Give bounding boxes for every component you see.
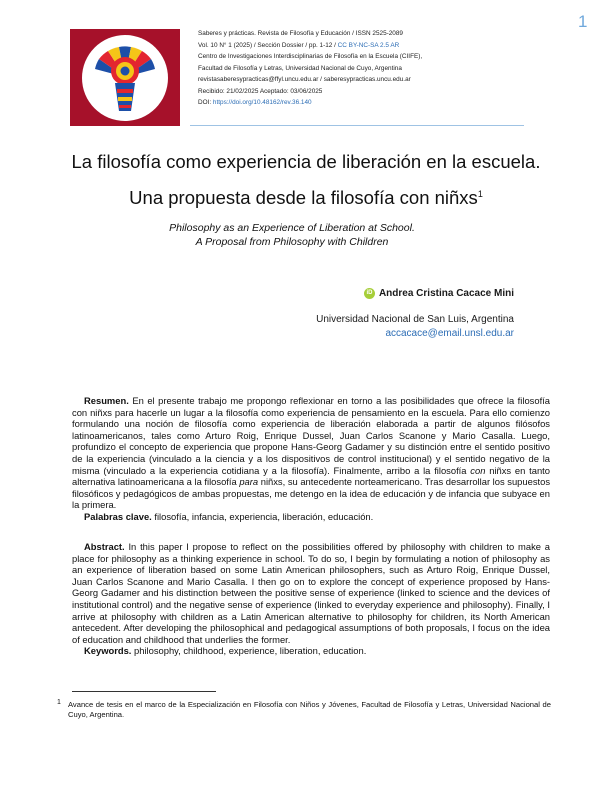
doi-link[interactable]: https://doi.org/10.48162/rev.36.140 (212, 99, 312, 106)
doi-label: DOI: (198, 99, 213, 106)
english-title-line-2: A Proposal from Philosophy with Children (195, 236, 389, 248)
journal-contact: revistasaberesypracticas@ffyl.uncu.edu.ar / saberesypracticas.uncu.edu.ar (198, 76, 411, 83)
journal-doi (198, 97, 422, 109)
author-email[interactable]: accacace@email.unsl.edu.ar (385, 328, 514, 339)
journal-volume (198, 40, 422, 52)
volume-text: Vol. 10 N° 1 (2025) / Sección Dossier / pp. 1-12 / (198, 41, 338, 49)
footnote (57, 700, 551, 721)
logo-emblem-icon (82, 35, 168, 121)
keywords-text: philosophy, childhood, experience, liberation, education. (131, 645, 367, 657)
resumen-italic-con: con (470, 464, 486, 476)
resumen-section (72, 395, 550, 523)
palabras-clave-label: Palabras clave. (84, 510, 152, 522)
author-name: Andrea Cristina Cacace Mini (378, 288, 514, 300)
keywords-label: Keywords. (84, 645, 132, 657)
english-title-line-1: Philosophy as an Experience of Liberation at School. (169, 222, 415, 234)
journal-name: Saberes y prácticas. Revista de Filosofía y Educación / ISSN 2525-2089 (198, 30, 403, 37)
keywords (72, 645, 550, 657)
resumen-italic-para: para (239, 476, 259, 488)
title-line-1: La filosofía como experiencia de liberación en la escuela. (71, 151, 541, 172)
author-name-row (340, 288, 514, 299)
license-link[interactable]: CC BY-NC-SA 2.5 AR (337, 41, 400, 49)
footnote-text: Avance de tesis en el marco de la Especialización en Filosofía con Niños y Jóvenes, Facultad de Filosofía y Letras, Universidad Nacional de Cuyo, Argentina. (68, 700, 551, 720)
abstract-section (72, 541, 550, 657)
resumen-label: Resumen. (84, 395, 129, 406)
header-divider (190, 125, 524, 126)
footnote-divider (72, 691, 216, 692)
resumen-text-a: En el presente trabajo me propongo reflexionar en torno a las posibilidades que ofrece la filosofía con niñxs para hacerle un lugar a la filosofía como experiencia de pensamiento en la escuela. Para ello comienzo formulando una noción de filosofía como experiencia de liberación elaborada a partir de algunos filósofos latinoamericanos, tales como Arturo Roig, Enrique Dussel, Juan Carlos Scanone y Mario Casalla. Luego, profundizo el concepto de experiencia que propone Hans-Georg Gadamer y su distinción entre el sentido positivo de la experiencia (vinculado a la ciencia y a los dispositivos de control institucional) y el sentido negativo de la misma (vinculado a la experiencia cotidiana y a la filosofía). Finalmente, arribo a la filosofía (72, 395, 550, 476)
english-title (0, 221, 584, 249)
abstract-label: Abstract. (84, 541, 125, 552)
journal-dates: Recibido: 21/02/2025 Aceptado: 03/06/2025 (198, 87, 323, 95)
orcid-icon[interactable]: iD (364, 288, 375, 299)
journal-center: Centro de Investigaciones Interdisciplinarias de Filosofía en la Escuela (CIIFE), (198, 53, 423, 60)
journal-metadata (198, 28, 422, 109)
journal-logo (82, 35, 168, 121)
palabras-clave (72, 511, 550, 523)
title-line-2-text: Una propuesta desde la filosofía con niñxs (129, 187, 478, 209)
title-line-2 (0, 178, 612, 214)
resumen-text-c: niñxs, su antecedente norteamericano. Tras desarrollar los supuestos filosóficos y pedagógicos de ambas propuestas, me detengo en la idea de educación y de infancia que subyace en la primera. (72, 476, 551, 511)
footnote-number: 1 (57, 699, 61, 706)
resumen-text-b: niñxs en tanto alternativa latinoamericana a la filosofía (72, 464, 550, 488)
abstract-text: In this paper I propose to reflect on the possibilities offered by philosophy with children to make a place for philosophy as a thinking experience in school. To do so, I begin by formulating a notion of philosophy as an experience of liberation based on some Latin American philosophers, such as Arturo Roig, Enrique Dussel, Juan Carlos Scanone and Mario Casalla. I then go on to explore the concept of experience proposed by Hans-Georg Gadamer and his distinction between the positive sense of experience (linked to science and the devices of institutional control) and the negative sense of experience (linked to everyday experience and philosophy). Finally, I arrive at philosophy with children as a Latin American alternative to philosophy for children, its North American antecedent. After developing the philosophical and pedagogical assumptions of both proposals, I focus on the idea of education and childhood that underlies the former. (72, 541, 550, 645)
author-affiliation: Universidad Nacional de San Luis, Argentina (316, 314, 514, 325)
title-footnote-mark[interactable]: 1 (477, 189, 483, 199)
paper-title (0, 145, 612, 214)
palabras-clave-text: filosofía, infancia, experiencia, liberación, educación. (151, 510, 374, 522)
page-number: 1 (578, 12, 588, 31)
journal-faculty: Facultad de Filosofía y Letras, Universidad Nacional de Cuyo, Argentina (198, 64, 402, 72)
